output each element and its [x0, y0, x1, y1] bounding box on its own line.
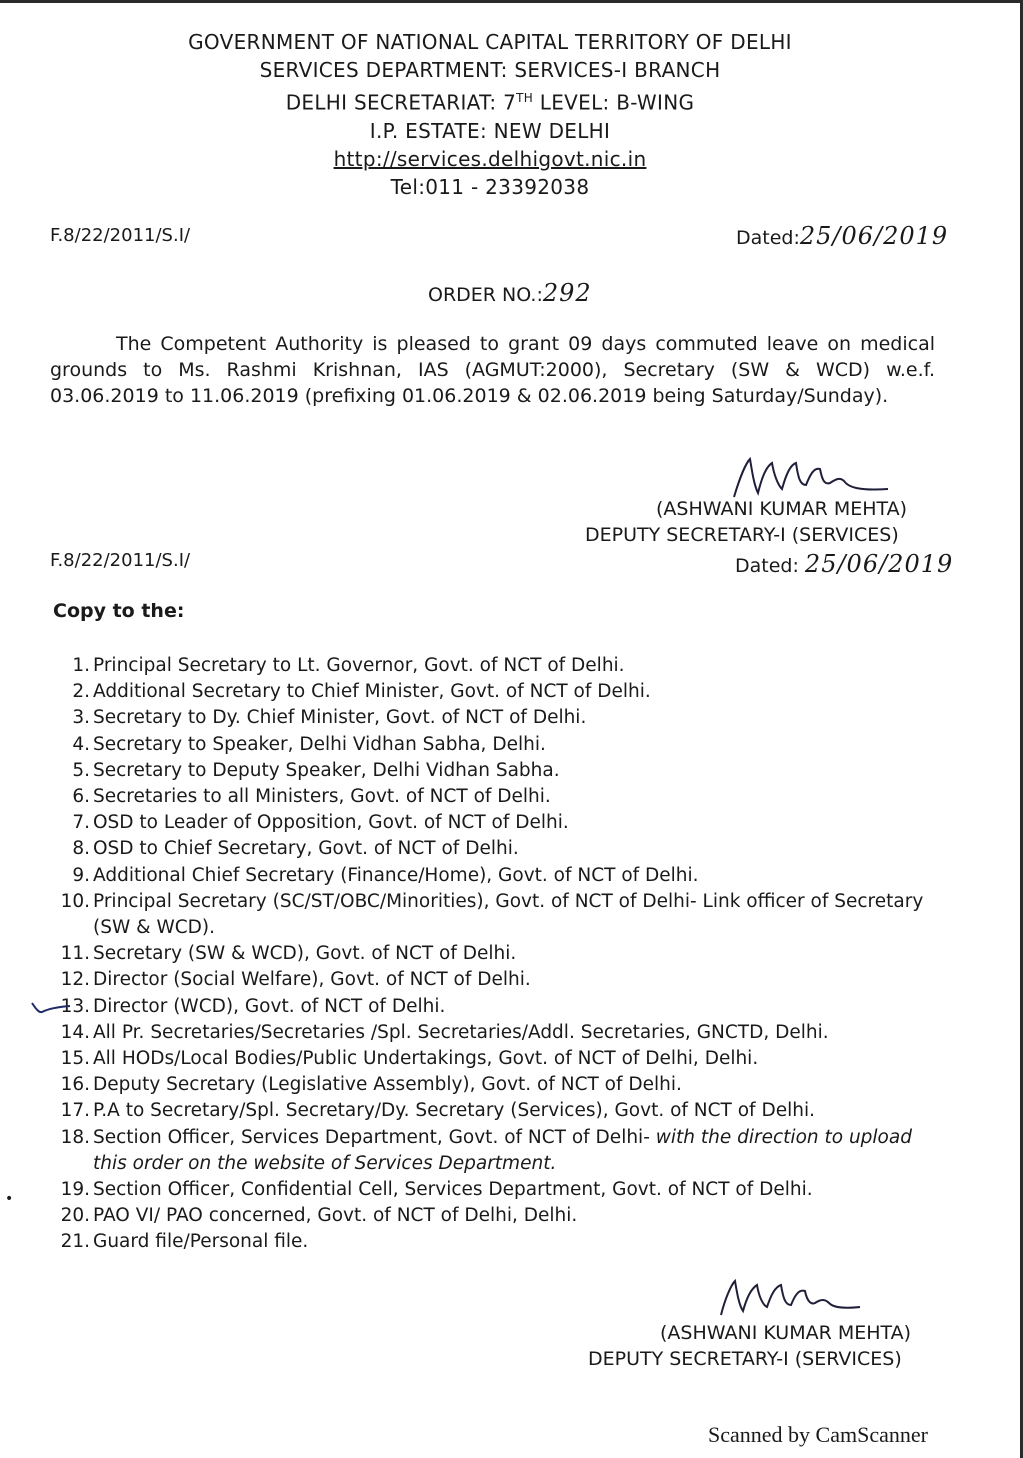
list-item: 9. Additional Chief Secretary (Finance/Home), Govt. of NCT of Delhi.: [72, 864, 699, 886]
order-title: [428, 279, 592, 307]
order-date-label: Dated:: [736, 227, 800, 249]
list-item: 7. OSD to Leader of Opposition, Govt. of NCT of Delhi.: [72, 812, 569, 834]
order-date: [736, 222, 948, 250]
list-item: 8. OSD to Chief Secretary, Govt. of NCT of Delhi.: [72, 838, 519, 860]
list-item: 6. Secretaries to all Ministers, Govt. of NCT of Delhi.: [72, 786, 551, 808]
list-item: 1. Principal Secretary to Lt. Governor, Govt. of NCT of Delhi.: [72, 655, 625, 676]
list-item: 17. P.A to Secretary/Spl. Secretary/Dy. Secretary (Services), Govt. of NCT of Delhi.: [60, 1100, 815, 1122]
order-title-label: ORDER NO.:: [428, 284, 543, 306]
list-item: 14. All Pr. Secretaries/Secretaries /Spl. Secretaries/Addl. Secretaries, GNCTD, Delhi.: [60, 1021, 829, 1043]
scan-speck-icon: •: [5, 1191, 14, 1207]
list-item: 10. Principal Secretary (SC/ST/OBC/Minorities), Govt. of NCT of Delhi- Link officer of Secretary (SW & WCD).: [60, 890, 924, 939]
signatory-designation-2: DEPUTY SECRETARY-I (SERVICES): [588, 1348, 902, 1370]
handwritten-tick-icon: [30, 997, 72, 1019]
list-item: 13. Director (WCD), Govt. of NCT of Delhi.: [60, 995, 446, 1017]
order-file-number: F.8/22/2011/S.I/: [50, 225, 191, 246]
order-date-handwritten: 25/06/2019: [799, 222, 949, 250]
scanner-watermark: Scanned by CamScanner: [708, 1422, 928, 1447]
copy-to-heading: Copy to the:: [53, 600, 185, 622]
list-item: 16. Deputy Secretary (Legislative Assembly), Govt. of NCT of Delhi.: [60, 1074, 682, 1096]
header-estate: I.P. ESTATE: NEW DELHI: [369, 118, 611, 143]
header-telephone: Tel:011 - 23392038: [390, 174, 590, 199]
order-body: The Competent Authority is pleased to grant 09 days commuted leave on medical grounds to Ms. Rashmi Krishnan, IAS (AGMUT:2000), Secretary (SW & WCD) w.e.f. 03.06.2019 to 11.06.2019 (prefixing 01.06.2019 & 02.06.2019 being Saturday/Sunday).: [50, 333, 935, 407]
list-item: 5. Secretary to Deputy Speaker, Delhi Vidhan Sabha.: [72, 759, 560, 781]
letterhead: [0, 28, 980, 201]
list-item: 3. Secretary to Dy. Chief Minister, Govt. of NCT of Delhi.: [72, 707, 587, 729]
copy-date-handwritten: 25/06/2019: [804, 550, 954, 578]
list-item: 11. Secretary (SW & WCD), Govt. of NCT of Delhi.: [60, 943, 517, 965]
header-government: GOVERNMENT OF NATIONAL CAPITAL TERRITORY OF DELHI: [188, 30, 792, 54]
copy-file-number: F.8/22/2011/S.I/: [50, 550, 191, 571]
signature-mark-2: [715, 1275, 865, 1325]
copy-date-label: Dated:: [735, 555, 799, 577]
signatory-designation: DEPUTY SECRETARY-I (SERVICES): [585, 524, 899, 546]
list-item: 4. Secretary to Speaker, Delhi Vidhan Sabha, Delhi.: [72, 733, 546, 755]
signatory-name: (ASHWANI KUMAR MEHTA): [656, 498, 908, 520]
list-item: 15. All HODs/Local Bodies/Public Undertakings, Govt. of NCT of Delhi, Delhi.: [60, 1048, 759, 1070]
list-item: 19. Section Officer, Confidential Cell, Services Department, Govt. of NCT of Delhi.: [60, 1179, 813, 1201]
scan-edge-top: [0, 0, 1023, 3]
signatory-name-2: (ASHWANI KUMAR MEHTA): [660, 1322, 912, 1344]
list-item: 2. Additional Secretary to Chief Minister, Govt. of NCT of Delhi.: [72, 681, 651, 703]
copy-date: [735, 550, 953, 578]
list-item: 21. Guard file/Personal file.: [60, 1231, 309, 1253]
list-item: 12. Director (Social Welfare), Govt. of NCT of Delhi.: [60, 969, 531, 991]
header-website-link[interactable]: http://services.delhigovt.nic.in: [333, 146, 647, 171]
list-item: 20. PAO VI/ PAO concerned, Govt. of NCT of Delhi, Delhi.: [60, 1205, 578, 1227]
header-department: SERVICES DEPARTMENT: SERVICES-I BRANCH: [259, 58, 721, 82]
order-number-handwritten: 292: [542, 279, 592, 307]
list-item: 18. Section Officer, Services Department, Govt. of NCT of Delhi- with the direction to upload this order on the website of Services Department.: [60, 1126, 912, 1174]
header-secretariat: DELHI SECRETARIAT: 7TH LEVEL: B-WING: [285, 90, 695, 115]
copy-list: [56, 653, 936, 1256]
